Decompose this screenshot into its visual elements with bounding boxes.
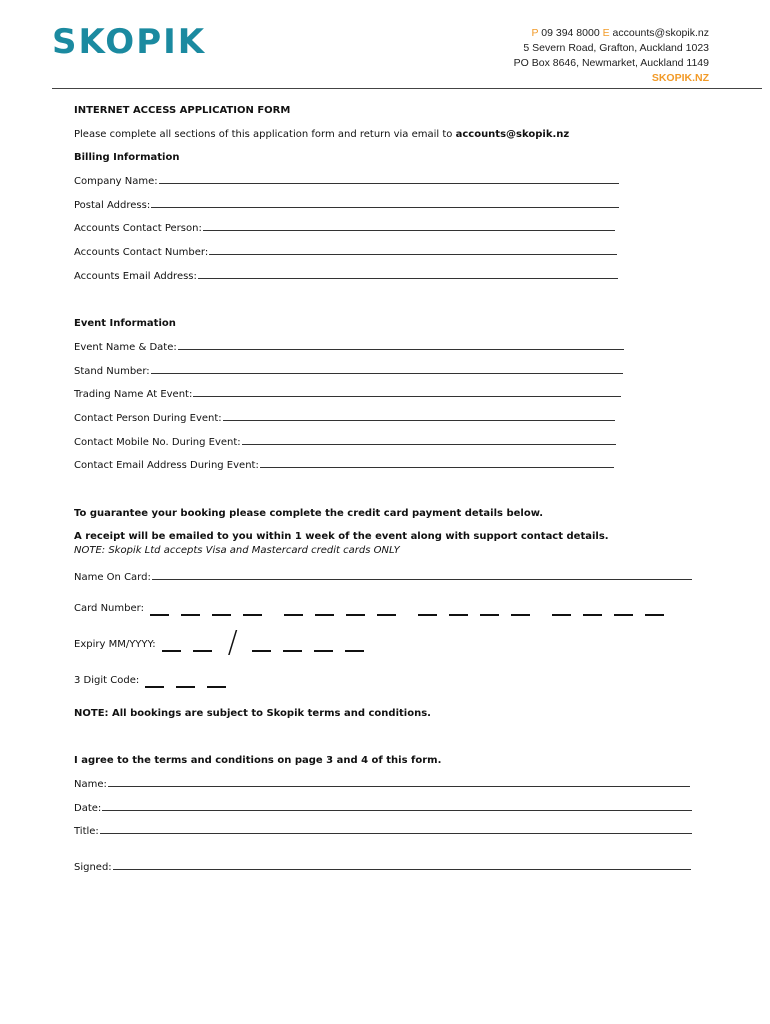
- field-line[interactable]: [242, 432, 616, 445]
- name-on-card-field[interactable]: [74, 567, 704, 591]
- accounts-contact-number-field[interactable]: [74, 242, 704, 266]
- event-heading: Event Information: [74, 318, 176, 330]
- field-label: Contact Person During Event:: [74, 412, 222, 424]
- application-form: [74, 100, 704, 881]
- field-line[interactable]: [178, 337, 624, 350]
- spacer: [74, 479, 704, 503]
- address-line-1: 5 Severn Road, Grafton, Auckland 1023: [523, 42, 709, 54]
- field-line[interactable]: [102, 798, 692, 811]
- card-note: NOTE: Skopik Ltd accepts Visa and Mastercard credit cards ONLY: [74, 545, 400, 557]
- field-label: 3 Digit Code:: [74, 675, 140, 687]
- field-line[interactable]: [203, 218, 615, 231]
- digit-slot[interactable]: [511, 614, 530, 616]
- field-line[interactable]: [209, 242, 617, 255]
- expiry-month[interactable]: [162, 644, 224, 646]
- digit-slot[interactable]: [645, 614, 664, 616]
- field-label: Date:: [74, 802, 102, 814]
- field-label: Card Number:: [74, 603, 144, 615]
- expiry-slash: /: [227, 625, 238, 661]
- signed-field[interactable]: [74, 857, 704, 881]
- field-label: Name On Card:: [74, 572, 151, 584]
- field-label: Expiry MM/YYYY:: [74, 639, 156, 651]
- field-line[interactable]: [159, 171, 619, 184]
- digit-slot[interactable]: [162, 650, 181, 652]
- contact-line-phone-email: [514, 26, 709, 41]
- skopik-logo: SKOPIK: [52, 22, 207, 62]
- digit-slot[interactable]: [315, 614, 334, 616]
- header-divider: [52, 88, 762, 89]
- digit-slot[interactable]: [252, 650, 271, 652]
- field-label: Accounts Email Address:: [74, 270, 197, 282]
- email-label: E: [602, 27, 610, 39]
- digit-slot[interactable]: [345, 650, 364, 652]
- field-label: Accounts Contact Person:: [74, 223, 202, 235]
- digit-code-field[interactable]: [74, 663, 704, 699]
- billing-heading: Billing Information: [74, 152, 180, 164]
- intro-email: accounts@skopik.nz: [455, 128, 570, 140]
- spacer: [74, 845, 704, 857]
- form-intro: [74, 124, 704, 148]
- contact-person-field[interactable]: [74, 408, 704, 432]
- digit-slot[interactable]: [614, 614, 633, 616]
- card-group-4[interactable]: [552, 608, 676, 610]
- email-address: accounts@skopik.nz: [612, 27, 709, 39]
- digit-slot[interactable]: [552, 614, 571, 616]
- expiry-year[interactable]: [252, 644, 376, 646]
- accounts-contact-person-field[interactable]: [74, 218, 704, 242]
- card-group-1[interactable]: [150, 608, 274, 610]
- field-label: Title:: [74, 826, 99, 838]
- field-label: Contact Mobile No. During Event:: [74, 436, 241, 448]
- field-label: Trading Name At Event:: [74, 389, 193, 401]
- field-line[interactable]: [151, 361, 623, 374]
- field-line[interactable]: [260, 455, 614, 468]
- website: SKOPIK.NZ: [651, 72, 709, 84]
- card-group-2[interactable]: [284, 608, 408, 610]
- intro-text: Please complete all sections of this application form and return via email to: [74, 128, 456, 140]
- digit-slot[interactable]: [176, 686, 195, 688]
- event-name-date-field[interactable]: [74, 337, 704, 361]
- postal-address-field[interactable]: [74, 195, 704, 219]
- field-label: Accounts Contact Number:: [74, 247, 209, 259]
- contact-email-field[interactable]: [74, 455, 704, 479]
- accounts-email-field[interactable]: [74, 266, 704, 290]
- field-label: Stand Number:: [74, 365, 150, 377]
- digit-slot[interactable]: [449, 614, 468, 616]
- field-label: Signed:: [74, 861, 112, 873]
- digit-slot[interactable]: [418, 614, 437, 616]
- digit-slot[interactable]: [377, 614, 396, 616]
- company-name-field[interactable]: [74, 171, 704, 195]
- expiry-field[interactable]: [74, 627, 704, 663]
- card-group-3[interactable]: [418, 608, 542, 610]
- stand-number-field[interactable]: [74, 361, 704, 385]
- sign-date-field[interactable]: [74, 798, 704, 822]
- digit-slot[interactable]: [150, 614, 169, 616]
- agree-text: I agree to the terms and conditions on page 3 and 4 of this form.: [74, 755, 442, 767]
- contact-mobile-field[interactable]: [74, 432, 704, 456]
- digit-code-slots[interactable]: [145, 680, 238, 682]
- guarantee-text: To guarantee your booking please complete the credit card payment details below.: [74, 507, 544, 519]
- field-line[interactable]: [193, 384, 621, 397]
- field-line[interactable]: [108, 774, 690, 787]
- contact-details: [514, 26, 709, 86]
- trading-name-field[interactable]: [74, 384, 704, 408]
- digit-slot[interactable]: [207, 686, 226, 688]
- field-line[interactable]: [113, 857, 691, 870]
- sign-title-field[interactable]: [74, 821, 704, 845]
- field-label: Event Name & Date:: [74, 341, 177, 353]
- field-line[interactable]: [152, 567, 692, 580]
- digit-slot[interactable]: [346, 614, 365, 616]
- spacer: [74, 726, 704, 750]
- form-title: INTERNET ACCESS APPLICATION FORM: [74, 105, 291, 116]
- terms-note: NOTE: All bookings are subject to Skopik terms and conditions.: [74, 707, 431, 719]
- digit-slot[interactable]: [212, 614, 231, 616]
- field-line[interactable]: [198, 266, 618, 279]
- field-label: Contact Email Address During Event:: [74, 460, 259, 472]
- digit-slot[interactable]: [181, 614, 200, 616]
- digit-slot[interactable]: [284, 614, 303, 616]
- card-number-field[interactable]: [74, 591, 704, 627]
- digit-slot[interactable]: [283, 650, 302, 652]
- sign-name-field[interactable]: [74, 774, 704, 798]
- digit-slot[interactable]: [314, 650, 333, 652]
- digit-slot[interactable]: [145, 686, 164, 688]
- digit-slot[interactable]: [480, 614, 499, 616]
- field-line[interactable]: [151, 195, 619, 208]
- spacer: [74, 290, 704, 314]
- digit-slot[interactable]: [243, 614, 262, 616]
- receipt-text: A receipt will be emailed to you within 1 week of the event along with support contact details.: [74, 531, 609, 543]
- field-line[interactable]: [223, 408, 615, 421]
- field-label: Company Name:: [74, 176, 158, 188]
- phone-number: 09 394 8000: [541, 27, 600, 39]
- field-line[interactable]: [100, 821, 692, 834]
- field-label: Name:: [74, 778, 107, 790]
- field-label: Postal Address:: [74, 199, 151, 211]
- address-line-2: PO Box 8646, Newmarket, Auckland 1149: [513, 57, 709, 69]
- phone-label: P: [531, 27, 539, 39]
- digit-slot[interactable]: [583, 614, 602, 616]
- digit-slot[interactable]: [193, 650, 212, 652]
